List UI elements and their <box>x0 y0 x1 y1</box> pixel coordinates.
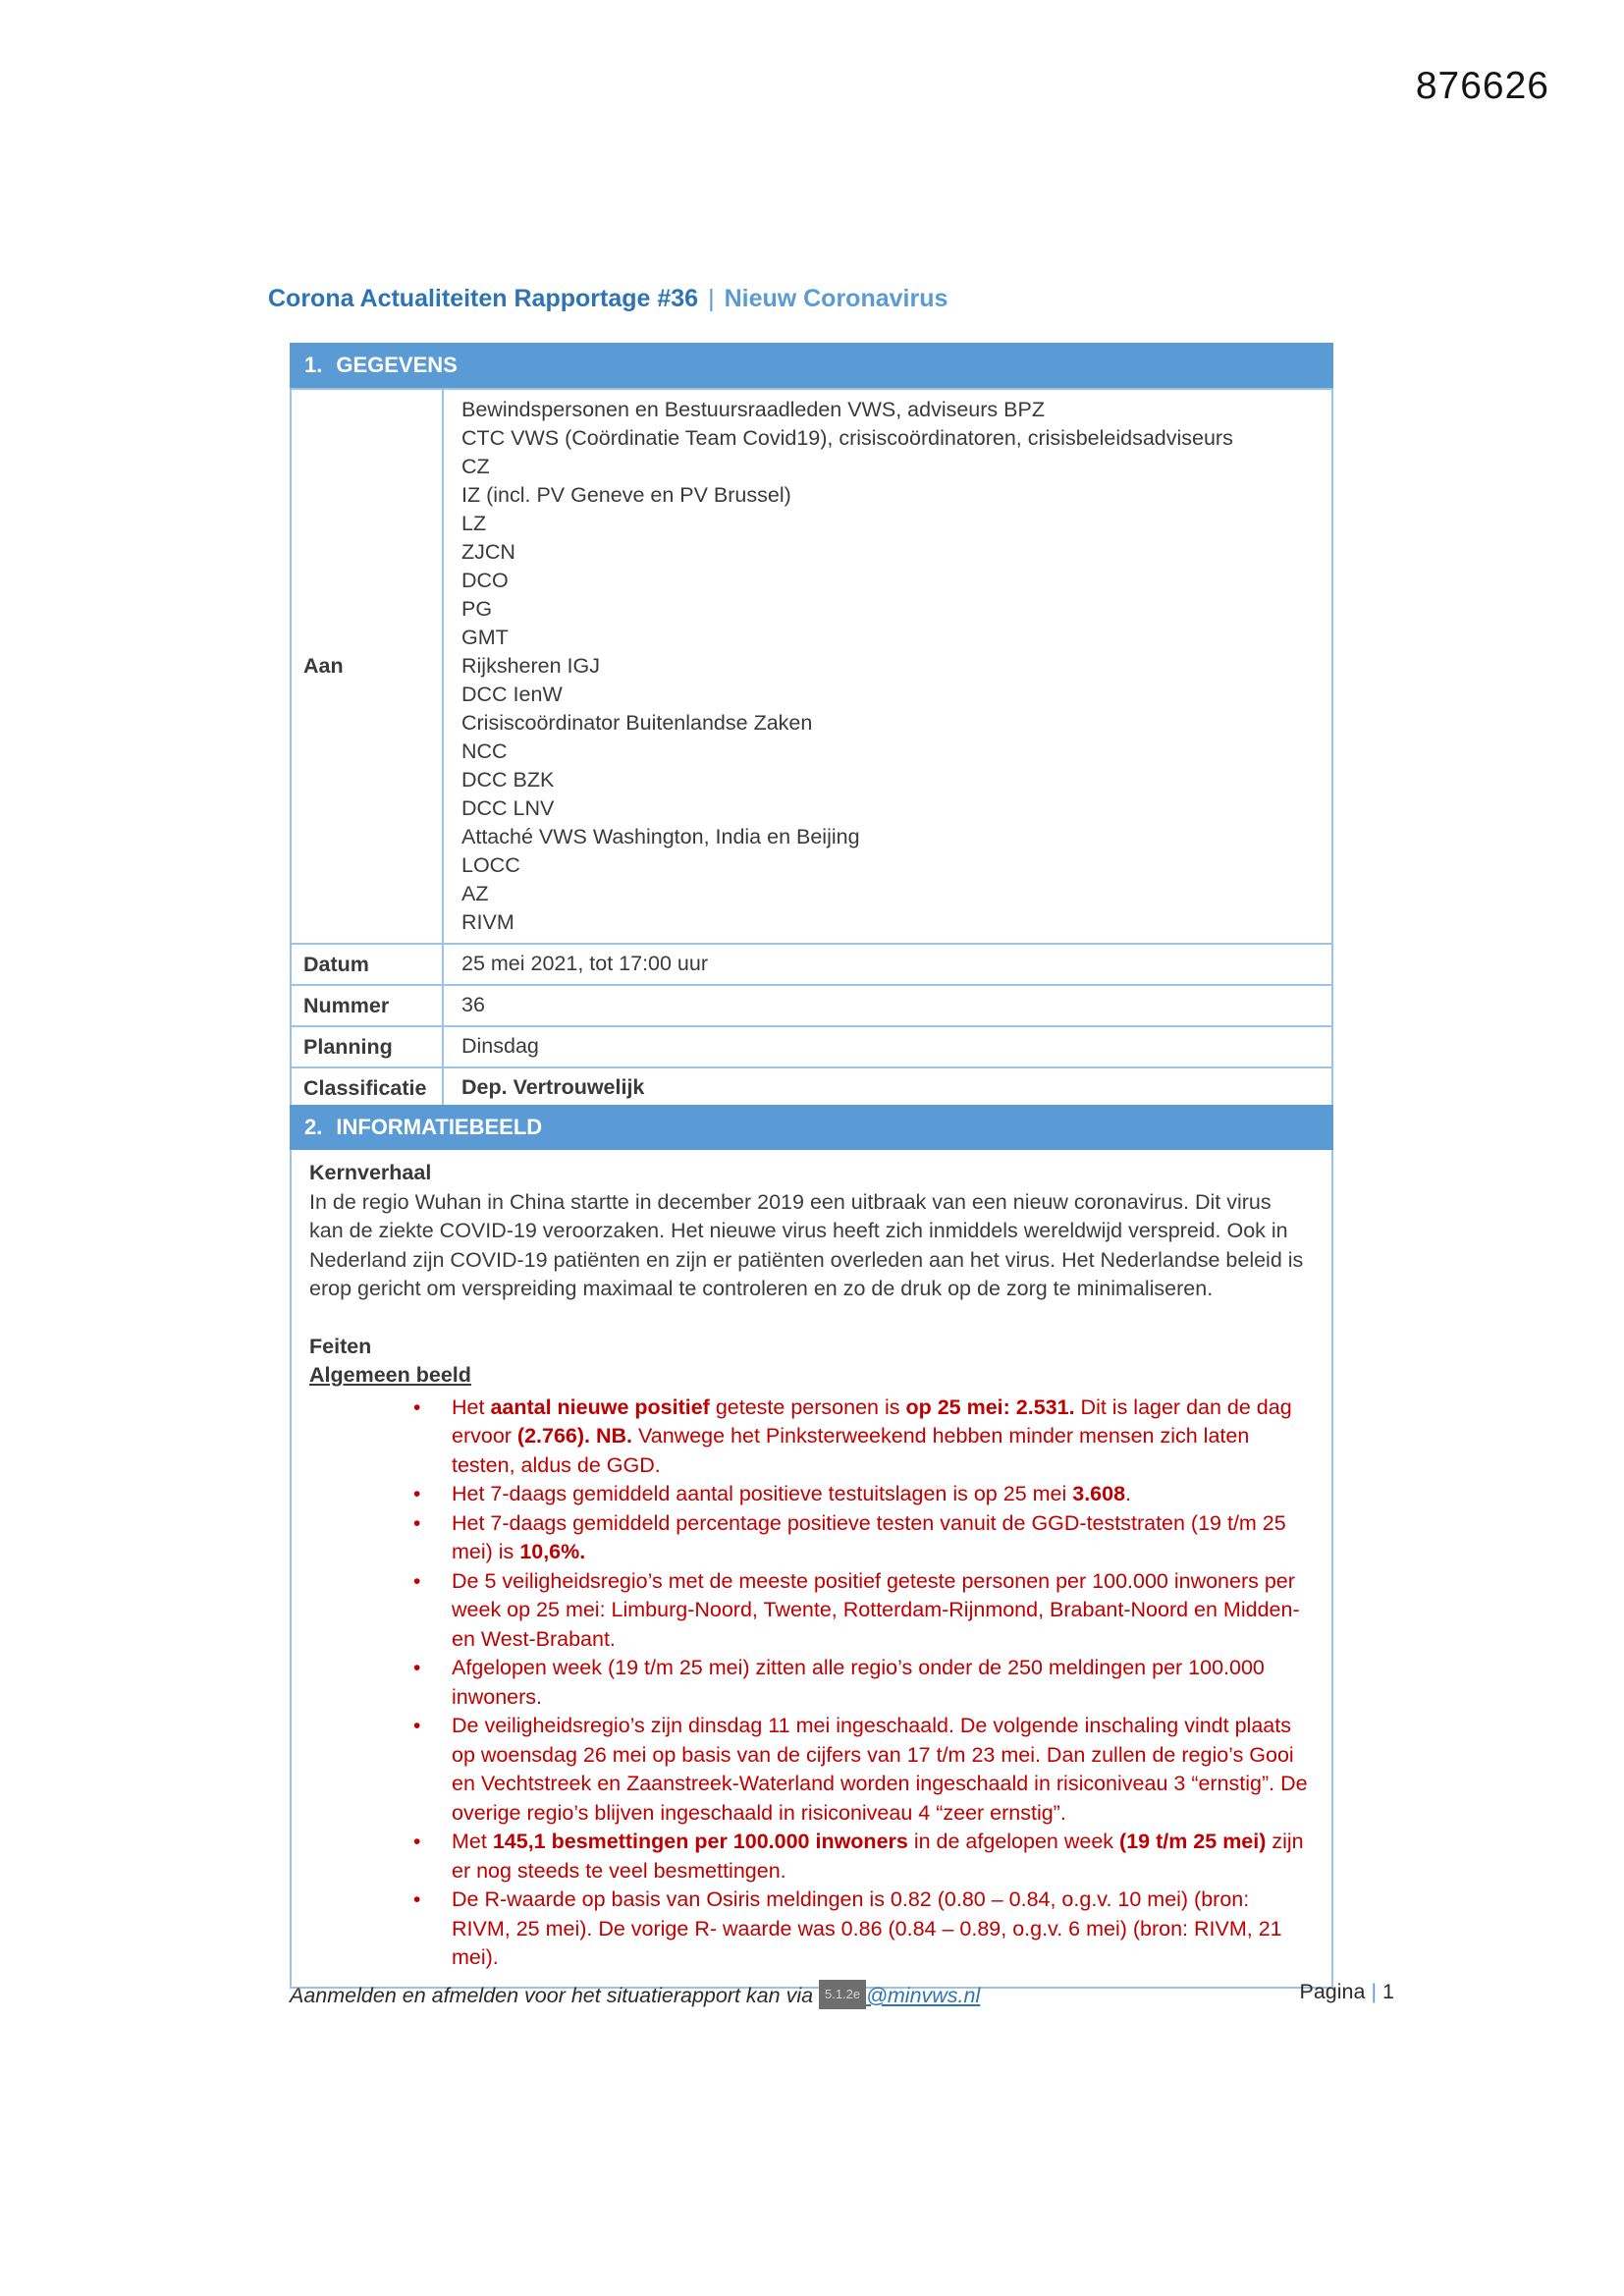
kernverhaal-paragraph: In de regio Wuhan in China startte in december 2019 een uitbraak van een nieuw coronavirus. Dit virus kan de ziekte COVID-19 veroorzaken. Het nieuwe virus heeft zich inmiddels wereldwijd verspreid. Ook in Nederland zijn COVID-19 patiënten en zijn er patiënten overleden aan het virus. Het Nederlandse beleid is erop gericht om verspreiding maximaal te controleren en zo de druk op de zorg te minimaliseren. <box>309 1189 1304 1300</box>
bullet-item: • De 5 veiligheidsregio’s met de meeste positief geteste personen per 100.000 inwoners per week op 25 mei: Limburg-Noord, Twente, Rotterdam-Rijnmond, Brabant-Noord en Midden- en West-Brabant. <box>452 1567 1310 1655</box>
section-number: 1. <box>304 353 323 377</box>
table-row <box>291 1026 1332 1067</box>
meta-label: Classificatie <box>291 1067 443 1109</box>
bullet-item: • De R-waarde op basis van Osiris meldingen is 0.82 (0.80 – 0.84, o.g.v. 10 mei) (bron: RIVM, 25 mei). De vorige R- waarde was 0.86 (0.84 – 0.89, o.g.v. 6 mei) (bron: RIVM, 21 mei). <box>452 1886 1310 1973</box>
recipient-line: IZ (incl. PV Geneve en PV Brussel) <box>461 483 791 507</box>
recipient-line: DCC LNV <box>461 796 555 820</box>
bullet-item: • Het 7-daags gemiddeld percentage positieve testen vanuit de GGD-teststraten (19 t/m 25 mei) is 10,6%. <box>452 1509 1310 1567</box>
feiten-heading: Feiten <box>309 1334 372 1358</box>
algemeen-beeld-bullet-list <box>309 1394 1310 1973</box>
meta-label: Nummer <box>291 985 443 1026</box>
bullet-item: • Met 145,1 besmettingen per 100.000 inwoners in de afgelopen week (19 t/m 25 mei) zijn er nog steeds te veel besmettingen. <box>452 1828 1310 1886</box>
meta-value: 25 mei 2021, tot 17:00 uur <box>443 944 1332 985</box>
recipient-line: Crisiscoördinator Buitenlandse Zaken <box>461 711 813 735</box>
recipient-line: PG <box>461 597 493 621</box>
section-title: INFORMATIEBEELD <box>336 1115 543 1139</box>
algemeen-beeld-heading: Algemeen beeld <box>309 1363 471 1387</box>
meta-value: Dinsdag <box>443 1026 1332 1067</box>
kernverhaal-heading: Kernverhaal <box>309 1161 432 1184</box>
table-row <box>291 985 1332 1026</box>
recipient-line: DCO <box>461 569 509 592</box>
page-indicator <box>1299 1980 1394 2004</box>
redaction-box: 5.1.2e <box>819 1980 866 2009</box>
recipient-line: Attaché VWS Washington, India en Beijing <box>461 825 860 848</box>
title-separator: | <box>708 285 715 312</box>
bullet-item: • Het 7-daags gemiddeld aantal positieve testuitslagen is op 25 mei 3.608. <box>452 1480 1310 1509</box>
recipient-line: CZ <box>461 455 490 478</box>
page-number: 1 <box>1382 1980 1394 2003</box>
aan-recipient-list <box>443 389 1332 944</box>
recipient-line: LOCC <box>461 853 520 877</box>
recipient-line: Rijksheren IGJ <box>461 654 600 678</box>
informatiebeeld-content <box>290 1150 1333 1989</box>
gegevens-table <box>290 388 1333 1110</box>
table-row <box>291 389 1332 944</box>
page-label: Pagina <box>1299 1980 1366 2003</box>
meta-value: 36 <box>443 985 1332 1026</box>
recipient-line: AZ <box>461 882 489 905</box>
report-title-secondary: Nieuw Coronavirus <box>724 285 948 312</box>
recipient-line: Bewindspersonen en Bestuursraadleden VWS, adviseurs BPZ <box>461 398 1045 421</box>
table-row <box>291 944 1332 985</box>
footer <box>290 1980 1394 2009</box>
recipient-line: CTC VWS (Coördinatie Team Covid19), crisiscoördinatoren, crisisbeleidsadviseurs <box>461 426 1233 450</box>
meta-label: Datum <box>291 944 443 985</box>
bullet-item: • Afgelopen week (19 t/m 25 mei) zitten alle regio’s onder de 250 meldingen per 100.000 inwoners. <box>452 1654 1310 1712</box>
section-informatiebeeld <box>290 1105 1333 1989</box>
meta-label: Planning <box>291 1026 443 1067</box>
report-title <box>268 285 947 313</box>
footer-note <box>290 1980 980 2009</box>
recipient-line: GMT <box>461 626 509 649</box>
table-row <box>291 1067 1332 1109</box>
section-header-gegevens <box>290 343 1333 388</box>
page-separator: | <box>1371 1980 1378 2003</box>
section-number: 2. <box>304 1115 323 1139</box>
recipient-line: ZJCN <box>461 540 515 564</box>
recipient-line: RIVM <box>461 910 514 934</box>
aan-label: Aan <box>291 389 443 944</box>
meta-value: Dep. Vertrouwelijk <box>443 1067 1332 1109</box>
doc-id-stamp: 876626 <box>1415 65 1549 107</box>
recipient-line: NCC <box>461 739 508 763</box>
recipient-line: LZ <box>461 512 487 535</box>
section-title: GEGEVENS <box>336 353 458 377</box>
footer-note-text: Aanmelden en afmelden voor het situatierapport kan via <box>290 1984 814 2007</box>
recipient-line: DCC IenW <box>461 683 563 706</box>
recipient-line: DCC BZK <box>461 768 555 792</box>
email-link[interactable]: @minvws.nl <box>866 1984 981 2007</box>
report-title-primary: Corona Actualiteiten Rapportage #36 <box>268 285 699 312</box>
bullet-item: • De veiligheidsregio’s zijn dinsdag 11 mei ingeschaald. De volgende inschaling vindt plaats op woensdag 26 mei op basis van de cijfers van 17 t/m 23 mei. Dan zullen de regio’s Gooi en Vechtstreek en Zaanstreek-Waterland worden ingeschaald in risiconiveau 3 “ernstig”. De overige regio’s blijven ingeschaald in risiconiveau 4 “zeer ernstig”. <box>452 1712 1310 1828</box>
section-gegevens <box>290 343 1333 1110</box>
section-header-informatiebeeld <box>290 1105 1333 1150</box>
bullet-item: • Het aantal nieuwe positief geteste personen is op 25 mei: 2.531. Dit is lager dan de dag ervoor (2.766). NB. Vanwege het Pinksterweekend hebben minder mensen zich laten testen, aldus de GGD. <box>452 1394 1310 1481</box>
